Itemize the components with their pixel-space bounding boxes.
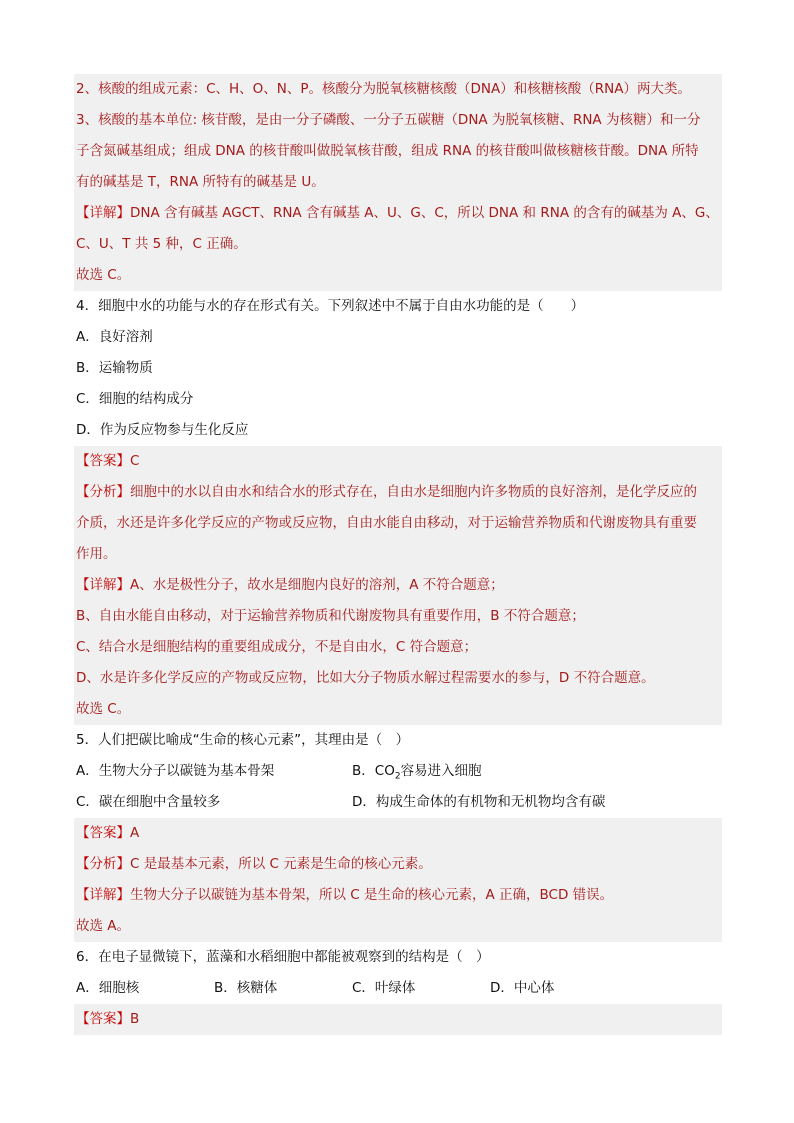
q6-answer xyxy=(74,1004,722,1035)
q4-detail-line-2: B、自由水能自由移动，对于运输营养物质和代谢废物具有重要作用，B 不符合题意； xyxy=(74,601,722,632)
q6-option-b: B．核糖体 xyxy=(214,980,278,996)
knowledge-line-3: 子含氮碱基组成；组成 DNA 的核苷酸叫做脱氧核苷酸，组成 RNA 的核苷酸叫做核糖核苷酸。DNA 所特 xyxy=(74,136,722,167)
q4-option-c: C．细胞的结构成分 xyxy=(76,391,194,407)
q4-detail-line-3: C、结合水是细胞结构的重要组成成分，不是自由水，C 符合题意； xyxy=(74,632,722,663)
detail-tag: 【详解】 xyxy=(76,577,130,593)
answer-value: B xyxy=(130,1011,140,1027)
q4-stem: 4．细胞中水的功能与水的存在形式有关。下列叙述中不属于自由水功能的是（ ） xyxy=(76,298,585,314)
q4-option-b: B．运输物质 xyxy=(76,360,153,376)
answer-tag: 【答案】 xyxy=(76,825,130,841)
q5-options-row-1 xyxy=(74,756,722,787)
q6-option-a: A．细胞核 xyxy=(76,980,140,996)
q4-detail-line-4: D、水是许多化学反应的产物或反应物，比如大分子物质水解过程需要水的参与，D 不符合题意。 xyxy=(74,663,722,694)
answer-tag: 【答案】 xyxy=(76,453,130,469)
q5-answer xyxy=(74,818,722,849)
answer-tag: 【答案】 xyxy=(76,1011,130,1027)
q5-option-b xyxy=(352,756,482,787)
q5-options-row-2 xyxy=(74,787,722,818)
knowledge-line-1: 2、核酸的组成元素：C、H、O、N、P。核酸分为脱氧核糖核酸（DNA）和核糖核酸（RNA）两大类。 xyxy=(74,74,722,105)
q4-answer xyxy=(74,446,722,477)
q4-analysis-line-3: 作用。 xyxy=(74,539,722,570)
knowledge-line-4: 有的碱基是 T，RNA 所特有的碱基是 U。 xyxy=(74,167,722,198)
q6-option-d: D．中心体 xyxy=(490,980,555,996)
analysis-tag: 【分析】 xyxy=(76,484,130,500)
q5-selection: 故选 A。 xyxy=(74,911,722,942)
analysis-text: C 是最基本元素，所以 C 元素是生命的核心元素。 xyxy=(130,856,432,872)
q3-detail-line-2: C、U、T 共 5 种，C 正确。 xyxy=(74,229,722,260)
answer-value: A xyxy=(130,825,140,841)
detail-text: 生物大分子以碳链为基本骨架，所以 C 是生命的核心元素，A 正确，BCD 错误。 xyxy=(130,887,614,903)
q6-options-row xyxy=(74,973,722,1004)
q4-selection: 故选 C。 xyxy=(74,694,722,725)
detail-tag: 【详解】 xyxy=(76,887,130,903)
analysis-tag: 【分析】 xyxy=(76,856,130,872)
q5-detail-line-1 xyxy=(74,880,722,911)
analysis-text: 细胞中的水以自由水和结合水的形式存在，自由水是细胞内许多物质的良好溶剂，是化学反应的 xyxy=(130,484,697,500)
q5-stem: 5．人们把碳比喻成“生命的核心元素”，其理由是（ ） xyxy=(76,732,410,748)
detail-text: A、水是极性分子，故水是细胞内良好的溶剂，A 不符合题意； xyxy=(130,577,504,593)
q4-option-a: A．良好溶剂 xyxy=(76,329,153,345)
q5-option-c: C．碳在细胞中含量较多 xyxy=(76,794,221,810)
document-content xyxy=(74,74,722,1035)
q5-analysis-line-1 xyxy=(74,849,722,880)
q6-stem: 6．在电子显微镜下，蓝藻和水稻细胞中都能被观察到的结构是（ ） xyxy=(76,949,490,965)
q3-selection: 故选 C。 xyxy=(74,260,722,291)
knowledge-line-2: 3、核酸的基本单位: 核苷酸，是由一分子磷酸、一分子五碳糖（DNA 为脱氧核糖、RNA 为核糖）和一分 xyxy=(74,105,722,136)
q4-option-d: D．作为反应物参与生化反应 xyxy=(76,422,249,438)
q5-option-a: A．生物大分子以碳链为基本骨架 xyxy=(76,763,275,779)
q6-option-c: C．叶绿体 xyxy=(352,980,416,996)
q4-analysis-line-1 xyxy=(74,477,722,508)
q5-option-b-prefix: B．CO xyxy=(352,763,395,779)
q5-option-b-subscript: 2 xyxy=(394,771,401,782)
answer-value: C xyxy=(130,453,140,469)
q3-detail-line-1 xyxy=(74,198,722,229)
detail-text: DNA 含有碱基 AGCT、RNA 含有碱基 A、U、G、C，所以 DNA 和 RNA 的含有的碱基为 A、G、 xyxy=(130,205,719,221)
q5-option-b-suffix: 容易进入细胞 xyxy=(400,763,482,779)
q4-analysis-line-2: 介质，水还是许多化学反应的产物或反应物，自由水能自由移动，对于运输营养物质和代谢废物具有重要 xyxy=(74,508,722,539)
q5-option-d: D．构成生命体的有机物和无机物均含有碳 xyxy=(352,794,606,810)
q4-detail-line-1 xyxy=(74,570,722,601)
detail-tag: 【详解】 xyxy=(76,205,130,221)
